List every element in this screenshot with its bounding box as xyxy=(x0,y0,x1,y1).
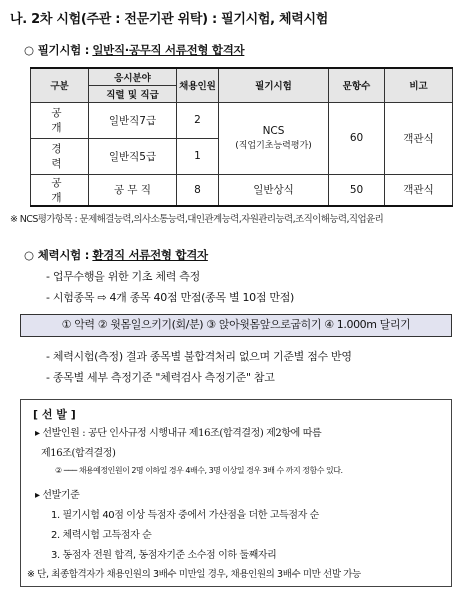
cell-note-merged: 객관식 xyxy=(385,102,453,174)
selection-box xyxy=(20,399,452,587)
header-field: 직렬 및 직급 xyxy=(89,85,177,102)
cell-field: 일반직5급 xyxy=(89,138,177,174)
cell-exam-ncs-sub: (직업기초능력평가) xyxy=(235,141,312,151)
cell-field: 일반직7급 xyxy=(89,102,177,138)
cell-questions-merged: 60 xyxy=(329,102,385,174)
list-item: - 체력시험(측정) 결과 종목별 불합격처리 없으며 기준별 점수 반영 xyxy=(46,350,352,363)
header-hire: 채용인원 xyxy=(177,68,219,102)
header-exam: 필기시험 xyxy=(219,68,329,102)
cell-hire: 8 xyxy=(177,174,219,206)
selection-rule-text: ② ─── 채용예정인원이 2명 이하일 경우 4배수, 3명 이상일 경우 3배 수 까지 정함수 있다. xyxy=(55,466,343,475)
physical-events-box: ① 악력 ② 윗몸일으키기(회/분) ③ 앉아윗몸앞으로굽히기 ④ 1.000m 달리기 xyxy=(20,314,452,337)
cell-hire: 2 xyxy=(177,102,219,138)
cell-gubun: 공개 xyxy=(31,102,89,138)
physical-exam-target: 환경직 서류전형 합격자 xyxy=(92,248,208,262)
selection-final-note: ※ 단, 최종합격자가 채용인원의 3배수 미만일 경우, 채용인원의 3배수 미만 선발 가능 xyxy=(27,569,361,580)
circle-bullet-icon: ○ xyxy=(24,248,34,262)
cell-gubun: 공개 xyxy=(31,174,89,206)
list-item: - 종목별 세부 측정기준 "체력검사 측정기준" 참고 xyxy=(46,371,275,384)
cell-hire: 1 xyxy=(177,138,219,174)
selection-rule-title: 제16조(합격결정) xyxy=(41,448,116,459)
list-item: - 업무수행을 위한 기초 체력 측정 xyxy=(46,270,200,283)
exam-table xyxy=(30,67,453,207)
list-item: 3. 동점자 전원 합격, 동점자기준 소수점 이하 둘째자리 xyxy=(51,550,277,561)
selection-title: [ 선 발 ] xyxy=(33,408,76,421)
cell-field: 공 무 직 xyxy=(89,174,177,206)
written-exam-label: 필기시험 : xyxy=(37,43,89,57)
table-row xyxy=(31,102,453,138)
cell-exam-ncs: NCS xyxy=(262,125,285,137)
written-exam-target: 일반직·공무직 서류전형 합격자 xyxy=(92,43,245,57)
selection-count-line: ▸ 선발인원 : 공단 인사규정 시행내규 제16조(합격결정) 제2항에 따름 xyxy=(35,428,322,439)
header-gubun: 구분 xyxy=(31,68,89,102)
physical-exam-heading xyxy=(24,247,208,263)
written-exam-heading xyxy=(24,42,244,58)
cell-exam: 일반상식 xyxy=(219,174,329,206)
cell-questions: 50 xyxy=(329,174,385,206)
list-item: - 시험종목 ⇨ 4개 종목 40점 만점(종목 별 10점 만점) xyxy=(46,291,295,304)
ncs-note: ※ NCS평가항목 : 문제해결능력,의사소통능력,대인관계능력,자원관리능력,조직이해능력,직업윤리 xyxy=(10,214,384,225)
cell-note: 객관식 xyxy=(385,174,453,206)
physical-exam-label: 체력시험 : xyxy=(37,248,89,262)
list-item: 1. 필기시험 40점 이상 득점자 중에서 가산점을 더한 고득점자 순 xyxy=(51,510,319,521)
header-field-group: 응시분야 xyxy=(89,68,177,85)
section-heading: 나. 2차 시험(주관 : 전문기관 위탁) : 필기시험, 체력시험 xyxy=(10,12,329,27)
circle-bullet-icon: ○ xyxy=(24,43,34,57)
header-questions: 문항수 xyxy=(329,68,385,102)
header-note: 비고 xyxy=(385,68,453,102)
list-item: 2. 체력시험 고득점자 순 xyxy=(51,530,152,541)
cell-exam-merged xyxy=(219,102,329,174)
cell-gubun: 경력 xyxy=(31,138,89,174)
table-row xyxy=(31,174,453,206)
selection-criteria-title: ▸ 선발기준 xyxy=(35,490,80,501)
